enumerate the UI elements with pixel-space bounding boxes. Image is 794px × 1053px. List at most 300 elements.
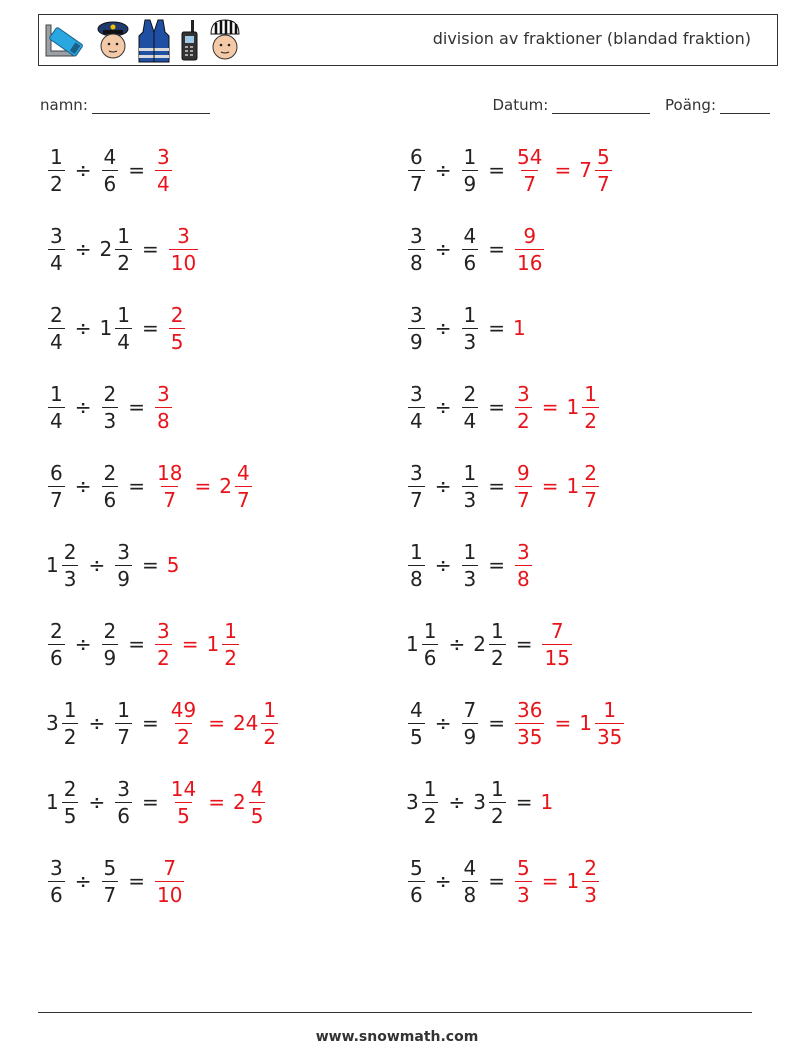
divide-sign: ÷ <box>74 474 92 498</box>
fraction <box>155 460 184 512</box>
whole-part: 2 <box>232 790 246 814</box>
numerator: 4 <box>103 144 117 169</box>
answer <box>513 855 601 907</box>
walkie-talkie-icon <box>177 18 201 64</box>
fraction <box>115 539 132 591</box>
fraction <box>408 697 425 749</box>
mixed-number <box>513 144 546 196</box>
mixed-number <box>513 855 534 907</box>
divide-sign: ÷ <box>434 237 452 261</box>
fraction <box>169 776 198 828</box>
divide-sign: ÷ <box>434 474 452 498</box>
mixed-number <box>219 460 253 512</box>
mixed-number <box>153 144 174 196</box>
fraction <box>222 618 239 670</box>
denominator: 9 <box>463 724 477 749</box>
equals-sign: = <box>488 869 505 893</box>
whole-part: 1 <box>206 632 220 656</box>
divide-sign: ÷ <box>74 869 92 893</box>
mixed-number <box>46 618 67 670</box>
answer <box>513 381 601 433</box>
denominator: 6 <box>463 250 477 275</box>
mixed-number <box>113 776 134 828</box>
safety-vest-icon <box>137 18 171 64</box>
problem-item <box>46 298 187 358</box>
problem-item <box>406 614 574 674</box>
answer <box>167 697 280 749</box>
equals-sign: = <box>141 237 159 261</box>
name-label: namn: <box>40 96 88 114</box>
problem-item <box>46 851 186 911</box>
denominator: 8 <box>463 882 477 907</box>
mixed-number <box>473 618 507 670</box>
denominator: 35 <box>596 724 623 749</box>
denominator: 7 <box>163 487 177 512</box>
header-icons <box>43 17 243 65</box>
mixed-number <box>46 381 67 433</box>
numerator: 3 <box>117 776 130 801</box>
numerator: 3 <box>50 855 63 880</box>
answer <box>513 144 614 196</box>
numerator: 14 <box>170 776 197 801</box>
denominator: 3 <box>63 566 77 591</box>
numerator: 7 <box>463 697 477 722</box>
denominator: 7 <box>584 487 597 512</box>
numerator: 3 <box>410 381 423 406</box>
fraction <box>155 144 172 196</box>
whole-part: 3 <box>473 790 486 814</box>
mixed-number <box>153 381 174 433</box>
numerator: 3 <box>410 460 423 485</box>
denominator: 2 <box>177 724 190 749</box>
numerator: 18 <box>157 460 183 485</box>
denominator: 7 <box>236 487 250 512</box>
mixed-number <box>406 618 440 670</box>
problem-item <box>46 377 174 437</box>
fraction <box>582 381 599 433</box>
numerator: 7 <box>163 855 177 880</box>
fraction <box>408 381 425 433</box>
header-box <box>38 14 778 66</box>
fraction <box>102 144 119 196</box>
denominator: 3 <box>463 487 477 512</box>
mixed-number <box>406 302 427 354</box>
denominator: 8 <box>410 250 423 275</box>
divide-sign: ÷ <box>434 711 452 735</box>
equals-sign: = <box>141 316 159 340</box>
numerator: 1 <box>263 697 277 722</box>
numerator: 1 <box>410 539 423 564</box>
denominator: 4 <box>50 408 63 433</box>
numerator: 5 <box>517 855 530 880</box>
denominator: 16 <box>517 250 543 275</box>
denominator: 4 <box>50 329 63 354</box>
numerator: 3 <box>117 539 130 564</box>
denominator: 5 <box>250 803 264 828</box>
whole-part: 2 <box>219 474 232 498</box>
numerator: 2 <box>103 460 117 485</box>
mixed-number <box>513 460 534 512</box>
numerator: 1 <box>63 697 77 722</box>
mixed-number <box>406 539 427 591</box>
numerator: 9 <box>523 223 537 248</box>
fraction <box>462 381 479 433</box>
denominator: 8 <box>517 566 530 591</box>
answer <box>513 539 534 591</box>
answer <box>513 316 527 340</box>
fraction <box>48 381 65 433</box>
denominator: 5 <box>177 803 190 828</box>
denominator: 9 <box>103 645 117 670</box>
denominator: 9 <box>117 566 130 591</box>
equals-sign: = <box>181 632 199 656</box>
numerator: 3 <box>410 223 423 248</box>
fraction <box>408 855 425 907</box>
fraction <box>102 460 119 512</box>
equals-sign: = <box>488 553 505 577</box>
whole-part: 24 <box>232 711 259 735</box>
answer <box>167 553 181 577</box>
denominator: 6 <box>410 882 423 907</box>
mixed-number <box>167 697 200 749</box>
fraction <box>48 144 65 196</box>
numerator: 2 <box>103 381 117 406</box>
mixed-number <box>46 302 67 354</box>
mixed-number <box>153 855 186 907</box>
fraction <box>115 776 132 828</box>
mixed-number <box>513 316 527 340</box>
date-score-fields <box>492 96 770 114</box>
denominator: 2 <box>584 408 597 433</box>
numerator: 54 <box>517 144 543 169</box>
answer <box>167 223 200 275</box>
whole-part: 1 <box>513 316 526 340</box>
numerator: 3 <box>517 539 530 564</box>
answer <box>513 223 546 275</box>
fraction <box>582 855 599 907</box>
whole-part: 3 <box>46 711 59 735</box>
police-officer-icon <box>95 18 131 64</box>
mixed-number <box>100 460 121 512</box>
whole-part: 1 <box>46 553 59 577</box>
fraction <box>515 539 532 591</box>
whole-part: 1 <box>566 869 580 893</box>
numerator: 49 <box>170 697 197 722</box>
numerator: 3 <box>177 223 190 248</box>
numerator: 6 <box>50 460 63 485</box>
fraction <box>462 144 479 196</box>
problem-item <box>406 772 554 832</box>
mixed-number <box>406 697 427 749</box>
numerator: 2 <box>463 381 477 406</box>
denominator: 3 <box>463 566 477 591</box>
divide-sign: ÷ <box>74 632 92 656</box>
whole-part: 1 <box>406 632 419 656</box>
whole-part: 1 <box>540 790 554 814</box>
equals-sign: = <box>541 474 559 498</box>
denominator: 10 <box>157 882 183 907</box>
equals-sign: = <box>128 869 145 893</box>
divide-sign: ÷ <box>434 316 452 340</box>
divide-sign: ÷ <box>74 316 92 340</box>
denominator: 5 <box>410 724 423 749</box>
problem-item <box>46 693 280 753</box>
mixed-number <box>460 460 481 512</box>
denominator: 6 <box>50 882 63 907</box>
numerator: 1 <box>463 144 477 169</box>
fraction <box>515 144 544 196</box>
fraction <box>48 302 65 354</box>
whole-part: 1 <box>566 474 580 498</box>
divide-sign: ÷ <box>434 553 452 577</box>
numerator: 1 <box>117 697 130 722</box>
mixed-number <box>113 539 134 591</box>
numerator: 3 <box>157 618 170 643</box>
fraction <box>489 776 506 828</box>
numerator: 1 <box>463 460 477 485</box>
fraction <box>462 223 479 275</box>
name-blank[interactable] <box>92 97 210 114</box>
divide-sign: ÷ <box>74 237 92 261</box>
mixed-number <box>566 381 601 433</box>
fraction <box>408 460 425 512</box>
mixed-number <box>460 855 481 907</box>
problem-item <box>406 456 601 516</box>
numerator: 2 <box>50 302 63 327</box>
mixed-number <box>99 223 134 275</box>
numerator: 9 <box>517 460 530 485</box>
mixed-number <box>46 855 67 907</box>
numerator: 3 <box>157 144 170 169</box>
fraction <box>462 855 479 907</box>
footer-url: www.snowmath.com <box>315 1029 479 1045</box>
equals-sign: = <box>541 869 559 893</box>
whole-part: 2 <box>99 237 113 261</box>
denominator: 2 <box>490 803 504 828</box>
numerator: 2 <box>170 302 184 327</box>
equals-sign: = <box>208 711 225 735</box>
divide-sign: ÷ <box>88 553 106 577</box>
mixed-number <box>167 223 200 275</box>
whole-part: 1 <box>46 790 59 814</box>
mixed-number <box>406 855 427 907</box>
whole-part: 7 <box>579 158 592 182</box>
numerator: 4 <box>236 460 250 485</box>
mixed-number <box>473 776 507 828</box>
fraction <box>48 223 65 275</box>
answer <box>153 144 174 196</box>
fraction <box>62 776 79 828</box>
score-label: Poäng: <box>665 96 716 114</box>
fraction <box>462 302 479 354</box>
denominator: 4 <box>410 408 423 433</box>
denominator: 2 <box>157 645 170 670</box>
mixed-number <box>406 460 427 512</box>
fraction <box>155 855 184 907</box>
denominator: 3 <box>584 882 597 907</box>
fraction <box>62 539 79 591</box>
denominator: 2 <box>224 645 237 670</box>
denominator: 2 <box>117 250 130 275</box>
fraction <box>515 460 532 512</box>
score-blank[interactable] <box>720 97 770 114</box>
equals-sign: = <box>141 553 159 577</box>
denominator: 2 <box>63 724 77 749</box>
denominator: 8 <box>157 408 170 433</box>
denominator: 6 <box>50 645 63 670</box>
denominator: 4 <box>117 329 130 354</box>
mixed-number <box>460 539 481 591</box>
mixed-number <box>513 223 546 275</box>
answer <box>540 790 554 814</box>
mixed-number <box>100 618 121 670</box>
problem-item <box>46 772 267 832</box>
fraction <box>48 618 65 670</box>
denominator: 7 <box>523 171 537 196</box>
problem-item <box>46 614 241 674</box>
mixed-number <box>113 697 134 749</box>
numerator: 1 <box>490 618 504 643</box>
mixed-number <box>100 381 121 433</box>
mixed-number <box>460 144 481 196</box>
denominator: 2 <box>490 645 504 670</box>
fraction <box>235 460 252 512</box>
mixed-number <box>153 618 174 670</box>
whole-part: 3 <box>406 790 419 814</box>
denominator: 4 <box>50 250 63 275</box>
date-blank[interactable] <box>552 97 650 114</box>
answer <box>153 381 174 433</box>
fraction <box>261 697 278 749</box>
equals-sign: = <box>488 711 505 735</box>
numerator: 3 <box>410 302 423 327</box>
mixed-number <box>579 144 613 196</box>
mixed-number <box>460 223 481 275</box>
equals-sign: = <box>128 395 145 419</box>
whole-part: 1 <box>99 316 113 340</box>
whole-part: 1 <box>566 395 580 419</box>
denominator: 3 <box>463 329 477 354</box>
divide-sign: ÷ <box>434 158 452 182</box>
fraction <box>115 223 132 275</box>
mixed-number <box>406 776 440 828</box>
fraction <box>408 144 425 196</box>
fraction <box>422 776 439 828</box>
denominator: 3 <box>103 408 117 433</box>
divide-sign: ÷ <box>434 395 452 419</box>
problem-item <box>406 851 601 911</box>
answer <box>167 776 268 828</box>
numerator: 5 <box>410 855 423 880</box>
numerator: 1 <box>224 618 237 643</box>
divide-sign: ÷ <box>448 790 466 814</box>
fraction <box>155 381 172 433</box>
numerator: 1 <box>584 381 597 406</box>
fraction <box>582 460 599 512</box>
denominator: 9 <box>463 171 477 196</box>
equals-sign: = <box>554 158 572 182</box>
mixed-number <box>566 460 601 512</box>
mixed-number <box>540 618 573 670</box>
denominator: 2 <box>263 724 277 749</box>
prisoner-icon <box>207 18 243 64</box>
denominator: 4 <box>157 171 170 196</box>
mixed-number <box>153 460 186 512</box>
fraction <box>422 618 439 670</box>
mixed-number <box>460 381 481 433</box>
denominator: 8 <box>410 566 423 591</box>
denominator: 7 <box>410 487 423 512</box>
fraction <box>102 618 119 670</box>
mixed-number <box>406 223 427 275</box>
numerator: 6 <box>410 144 423 169</box>
equals-sign: = <box>141 790 159 814</box>
numerator: 2 <box>584 855 597 880</box>
fraction <box>408 302 425 354</box>
problem-item <box>406 298 527 358</box>
mixed-number <box>540 790 554 814</box>
mixed-number <box>579 697 626 749</box>
problem-item <box>406 377 601 437</box>
numerator: 4 <box>463 223 477 248</box>
numerator: 1 <box>117 302 130 327</box>
denominator: 2 <box>517 408 530 433</box>
mixed-number <box>406 381 427 433</box>
answer <box>153 460 254 512</box>
numerator: 2 <box>584 460 597 485</box>
equals-sign: = <box>515 632 533 656</box>
numerator: 1 <box>117 223 130 248</box>
fraction <box>169 302 186 354</box>
equals-sign: = <box>128 158 145 182</box>
fraction <box>169 223 198 275</box>
numerator: 3 <box>157 381 170 406</box>
mixed-number <box>513 697 546 749</box>
problem-item <box>406 693 626 753</box>
divide-sign: ÷ <box>74 395 92 419</box>
mixed-number <box>513 539 534 591</box>
mixed-number <box>46 144 67 196</box>
fraction <box>462 460 479 512</box>
divide-sign: ÷ <box>434 869 452 893</box>
numerator: 2 <box>103 618 117 643</box>
name-field <box>40 96 210 114</box>
denominator: 2 <box>423 803 437 828</box>
numerator: 4 <box>410 697 423 722</box>
mixed-number <box>46 223 67 275</box>
answer <box>540 618 573 670</box>
divide-sign: ÷ <box>448 632 466 656</box>
denominator: 7 <box>103 882 117 907</box>
mixed-number <box>46 460 67 512</box>
mixed-number <box>566 855 601 907</box>
answer <box>167 302 188 354</box>
denominator: 6 <box>423 645 437 670</box>
denominator: 3 <box>517 882 530 907</box>
mixed-number <box>100 144 121 196</box>
equals-sign: = <box>488 395 505 419</box>
fraction <box>408 223 425 275</box>
numerator: 1 <box>463 539 477 564</box>
fraction <box>595 144 612 196</box>
numerator: 4 <box>463 855 477 880</box>
footer-divider <box>38 1012 752 1013</box>
date-label: Datum: <box>492 96 549 114</box>
equals-sign: = <box>541 395 559 419</box>
numerator: 7 <box>550 618 564 643</box>
fraction <box>249 776 266 828</box>
equals-sign: = <box>194 474 212 498</box>
